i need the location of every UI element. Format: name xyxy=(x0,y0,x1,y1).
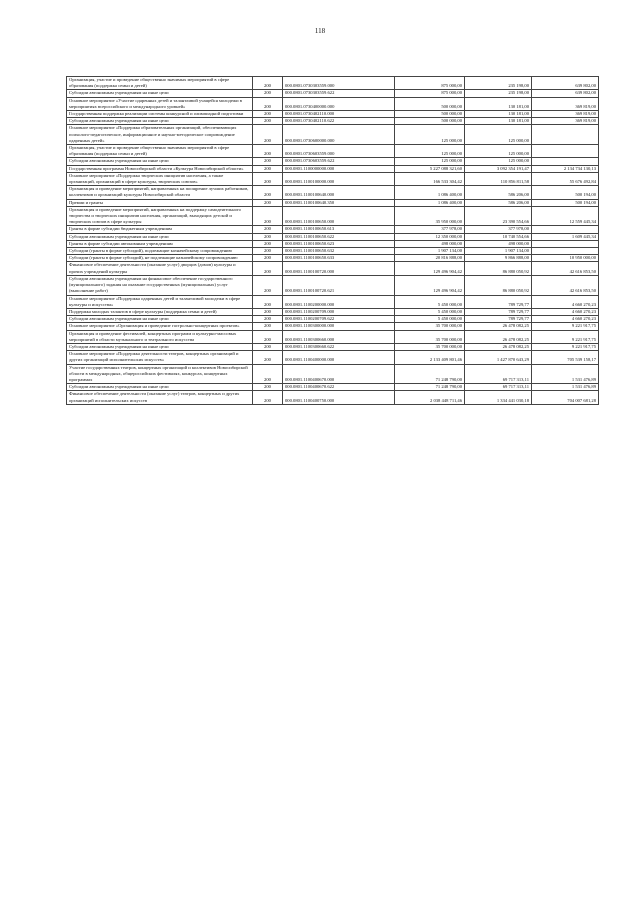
row-dept-cell: 200 xyxy=(253,240,283,247)
row-code-cell: 000.0801.0730603559.000 xyxy=(283,145,395,158)
row-remaining-value-cell: 9 221 917,75 xyxy=(532,343,599,350)
row-dept-cell: 200 xyxy=(253,391,283,404)
row-name-cell: Организация и проведение мероприятий, направленных на поддержку самодеятельного творчества и творческих инициатив населения, организаций, выходящих детской и творческих союзов в сфере культуры xyxy=(67,206,253,226)
row-plan-value-cell: 875 000,00 xyxy=(395,90,465,97)
table-row xyxy=(67,90,599,97)
row-remaining-value-cell: 42 616 853,50 xyxy=(532,275,599,295)
row-remaining-value-cell: 500 194,00 xyxy=(532,199,599,206)
row-name-cell: Субсидии (гранты в форме субсидий), не подлежащие казначейскому сопровождению xyxy=(67,255,253,262)
row-dept-cell: 200 xyxy=(253,275,283,295)
row-remaining-value-cell: 369 819,00 xyxy=(532,97,599,110)
row-code-cell: 000.0801.1100300000.000 xyxy=(283,323,395,330)
row-plan-value-cell: 35 950 000,00 xyxy=(395,206,465,226)
row-remaining-value-cell: 10 950 000,00 xyxy=(532,255,599,262)
row-dept-cell: 200 xyxy=(253,158,283,165)
row-dept-cell: 200 xyxy=(253,295,283,308)
table-row xyxy=(67,240,599,247)
row-dept-cell: 200 xyxy=(253,384,283,391)
row-dept-cell: 200 xyxy=(253,364,283,384)
row-remaining-value-cell xyxy=(532,158,599,165)
row-remaining-value-cell: 55 676 492,84 xyxy=(532,172,599,185)
row-name-cell: Субсидии автономным учреждениям на иные цели xyxy=(67,316,253,323)
row-dept-cell: 200 xyxy=(253,118,283,125)
row-remaining-value-cell: 4 660 270,23 xyxy=(532,295,599,308)
row-plan-value-cell: 166 533 304,42 xyxy=(395,172,465,185)
row-executed-value-cell: 130 181,00 xyxy=(465,111,532,118)
table-row xyxy=(67,384,599,391)
table-row xyxy=(67,351,599,364)
table-row xyxy=(67,145,599,158)
row-executed-value-cell: 69 717 313,11 xyxy=(465,384,532,391)
row-dept-cell: 200 xyxy=(253,226,283,233)
row-name-cell: Государственная поддержка реализации системы конкурсной и олимпиадной подготовки xyxy=(67,111,253,118)
row-name-cell: Субсидии автономным учреждениям на иные цели xyxy=(67,118,253,125)
row-code-cell: 000.0801.1100100640.350 xyxy=(283,199,395,206)
row-remaining-value-cell: 369 819,00 xyxy=(532,118,599,125)
row-plan-value-cell: 12 350 000,00 xyxy=(395,233,465,240)
row-name-cell: Субсидии автономным учреждениям на иные цели xyxy=(67,158,253,165)
table-row xyxy=(67,111,599,118)
table-row xyxy=(67,172,599,185)
row-dept-cell: 200 xyxy=(253,255,283,262)
row-executed-value-cell: 26 478 082,25 xyxy=(465,330,532,343)
row-executed-value-cell: 130 181,00 xyxy=(465,97,532,110)
row-remaining-value-cell: 639 802,00 xyxy=(532,90,599,97)
row-executed-value-cell: 86 880 050,92 xyxy=(465,262,532,275)
row-remaining-value-cell: 1 609 445,34 xyxy=(532,233,599,240)
row-plan-value-cell: 20 816 888,00 xyxy=(395,255,465,262)
row-name-cell: Гранты в форме субсидии автономным учреждениям xyxy=(67,240,253,247)
row-code-cell: 000.0801.1100100650.622 xyxy=(283,233,395,240)
row-executed-value-cell: 789 729,77 xyxy=(465,316,532,323)
row-executed-value-cell: 23 390 554,66 xyxy=(465,206,532,226)
table-row xyxy=(67,391,599,404)
row-name-cell: Основное мероприятие «Участие одаренных детей и талантливой учащейся молодежи в мероприятиях всероссийского и международного уровней» xyxy=(67,97,253,110)
budget-table-body xyxy=(67,77,599,405)
row-plan-value-cell: 35 700 000,00 xyxy=(395,343,465,350)
row-remaining-value-cell: 9 221 917,75 xyxy=(532,323,599,330)
row-remaining-value-cell xyxy=(532,125,599,145)
table-row xyxy=(67,118,599,125)
row-remaining-value-cell: 4 660 270,23 xyxy=(532,316,599,323)
table-row xyxy=(67,233,599,240)
row-remaining-value-cell: 639 802,00 xyxy=(532,77,599,90)
table-row xyxy=(67,199,599,206)
row-executed-value-cell: 498 000,00 xyxy=(465,240,532,247)
row-dept-cell: 200 xyxy=(253,77,283,90)
row-code-cell: 000.0801.1100100640.000 xyxy=(283,186,395,199)
row-code-cell: 000.0801.1100400670.000 xyxy=(283,364,395,384)
row-dept-cell: 200 xyxy=(253,308,283,315)
row-remaining-value-cell: 12 559 445,34 xyxy=(532,206,599,226)
row-plan-value-cell: 500 000,00 xyxy=(395,111,465,118)
page-number: 118 xyxy=(314,27,326,35)
row-plan-value-cell: 5 227 088 321,60 xyxy=(395,165,465,172)
row-plan-value-cell: 125 000,00 xyxy=(395,158,465,165)
table-row xyxy=(67,158,599,165)
table-row xyxy=(67,226,599,233)
row-executed-value-cell: 1 334 441 030,18 xyxy=(465,391,532,404)
row-executed-value-cell: 69 717 313,11 xyxy=(465,364,532,384)
row-name-cell: Основное мероприятие «Поддержка образовательных организаций, обеспечивающих психолого-педагогическое, информационное и научно-методическое сопровождение одаренных детей» xyxy=(67,125,253,145)
table-row xyxy=(67,295,599,308)
row-code-cell: 000.0801.0730303559.622 xyxy=(283,90,395,97)
row-code-cell: 000.0801.1100100650.633 xyxy=(283,255,395,262)
row-remaining-value-cell xyxy=(532,226,599,233)
row-remaining-value-cell: 9 221 917,75 xyxy=(532,330,599,343)
row-code-cell: 000.0801.0730400000.000 xyxy=(283,97,395,110)
table-row xyxy=(67,364,599,384)
row-remaining-value-cell: 705 539 158,17 xyxy=(532,351,599,364)
row-executed-value-cell: 3 092 354 191,47 xyxy=(465,165,532,172)
row-remaining-value-cell: 2 134 734 130,13 xyxy=(532,165,599,172)
row-code-cell: 000.0801.0730402110.622 xyxy=(283,118,395,125)
row-plan-value-cell: 875 000,00 xyxy=(395,77,465,90)
row-plan-value-cell: 1 086 400,00 xyxy=(395,199,465,206)
table-row xyxy=(67,262,599,275)
row-plan-value-cell: 5 450 000,00 xyxy=(395,295,465,308)
row-plan-value-cell: 498 000,00 xyxy=(395,240,465,247)
row-plan-value-cell: 500 000,00 xyxy=(395,118,465,125)
row-code-cell: 000.0801.1100300660.622 xyxy=(283,343,395,350)
row-dept-cell: 200 xyxy=(253,125,283,145)
table-row xyxy=(67,323,599,330)
row-dept-cell: 200 xyxy=(253,323,283,330)
row-name-cell: Субсидии автономным учреждениям на иные цели xyxy=(67,343,253,350)
row-plan-value-cell: 5 450 000,00 xyxy=(395,308,465,315)
row-dept-cell: 200 xyxy=(253,343,283,350)
row-name-cell: Основное мероприятие «Поддержка одаренных детей и талантливой молодежи в сфере культуры и искусства» xyxy=(67,295,253,308)
table-row xyxy=(67,343,599,350)
row-executed-value-cell: 586 206,00 xyxy=(465,186,532,199)
row-executed-value-cell: 26 478 082,25 xyxy=(465,323,532,330)
row-name-cell: Гранты в форме субсидии бюджетным учреждениям xyxy=(67,226,253,233)
row-executed-value-cell: 586 206,00 xyxy=(465,199,532,206)
row-name-cell: Участие государственных театров, концертных организаций и коллективов Новосибирской области в международных, общероссийских фестивалях, конкурсах, концертных программах xyxy=(67,364,253,384)
row-executed-value-cell: 235 198,00 xyxy=(465,90,532,97)
row-code-cell: 000.0801.1100200000.000 xyxy=(283,295,395,308)
row-code-cell: 000.0801.1100100650.632 xyxy=(283,248,395,255)
table-row xyxy=(67,77,599,90)
row-code-cell: 000.0801.0730303559.000 xyxy=(283,77,395,90)
row-executed-value-cell: 789 729,77 xyxy=(465,295,532,308)
row-remaining-value-cell: 704 007 681,28 xyxy=(532,391,599,404)
row-executed-value-cell: 125 000,00 xyxy=(465,125,532,145)
row-code-cell: 000.0801.1100100650.613 xyxy=(283,226,395,233)
row-dept-cell: 200 xyxy=(253,186,283,199)
row-dept-cell: 200 xyxy=(253,248,283,255)
row-code-cell: 000.0801.0730402110.000 xyxy=(283,111,395,118)
row-plan-value-cell: 2 133 409 801,46 xyxy=(395,351,465,364)
row-code-cell: 000.0801.1100100650.623 xyxy=(283,240,395,247)
row-name-cell: Основное мероприятие «Организация и проведение гастрольно-концертных проектов» xyxy=(67,323,253,330)
row-code-cell: 000.0801.1100200709.000 xyxy=(283,308,395,315)
row-remaining-value-cell xyxy=(532,145,599,158)
row-plan-value-cell: 2 038 448 711,46 xyxy=(395,391,465,404)
row-executed-value-cell: 9 866 888,00 xyxy=(465,255,532,262)
row-name-cell: Организация, участие и проведение общественно значимых мероприятий в сфере образования (поддержка семьи и детей) xyxy=(67,145,253,158)
table-row xyxy=(67,97,599,110)
row-dept-cell: 200 xyxy=(253,165,283,172)
row-remaining-value-cell: 1 531 476,89 xyxy=(532,364,599,384)
row-plan-value-cell: 500 000,00 xyxy=(395,97,465,110)
table-row xyxy=(67,330,599,343)
row-code-cell: 000.0801.1100400670.622 xyxy=(283,384,395,391)
table-row xyxy=(67,165,599,172)
row-executed-value-cell: 235 198,00 xyxy=(465,77,532,90)
row-plan-value-cell: 35 700 000,00 xyxy=(395,330,465,343)
row-executed-value-cell: 789 729,77 xyxy=(465,308,532,315)
row-code-cell: 000.0801.1100400750.000 xyxy=(283,391,395,404)
row-code-cell: 000.0801.1100400000.000 xyxy=(283,351,395,364)
row-name-cell: Субсидии (гранты в форме субсидий), подлежащие казначейскому сопровождению xyxy=(67,248,253,255)
row-executed-value-cell: 86 880 050,92 xyxy=(465,275,532,295)
row-name-cell: Финансовое обеспечение деятельности (оказание услуг) театров, концертных и других организаций исполнительских искусств xyxy=(67,391,253,404)
row-plan-value-cell: 377 978,00 xyxy=(395,226,465,233)
row-name-cell: Организация, участие и проведение общественно значимых мероприятий в сфере образования (поддержка семьи и детей) xyxy=(67,77,253,90)
row-dept-cell: 200 xyxy=(253,90,283,97)
row-plan-value-cell: 35 700 000,00 xyxy=(395,323,465,330)
row-plan-value-cell: 1 907 134,00 xyxy=(395,248,465,255)
row-executed-value-cell: 125 000,00 xyxy=(465,158,532,165)
row-name-cell: Субсидии автономным учреждениям на финансовое обеспечение государственного (муниципального) задания на оказание государственных (муниципальных) услуг (выполнение работ) xyxy=(67,275,253,295)
row-executed-value-cell: 130 181,00 xyxy=(465,118,532,125)
row-code-cell: 000.0801.1100100720.000 xyxy=(283,262,395,275)
row-code-cell: 000.0801.0730600000.000 xyxy=(283,125,395,145)
row-executed-value-cell: 125 000,00 xyxy=(465,145,532,158)
row-dept-cell: 200 xyxy=(253,172,283,185)
table-row xyxy=(67,308,599,315)
row-code-cell: 000.0801.1100100650.000 xyxy=(283,206,395,226)
table-row xyxy=(67,275,599,295)
row-remaining-value-cell: 500 194,00 xyxy=(532,186,599,199)
row-remaining-value-cell xyxy=(532,240,599,247)
row-name-cell: Организация и проведение фестивалей, концертных программ и культурно-массовых мероприятий в области музыкального и театрального искусства xyxy=(67,330,253,343)
row-code-cell: 000.0801.1100300660.000 xyxy=(283,330,395,343)
row-code-cell: 000.0801.1100000000.000 xyxy=(283,165,395,172)
row-plan-value-cell: 125 000,00 xyxy=(395,125,465,145)
row-remaining-value-cell xyxy=(532,248,599,255)
row-code-cell: 000.0801.1100100000.000 xyxy=(283,172,395,185)
row-remaining-value-cell: 1 531 476,89 xyxy=(532,384,599,391)
row-plan-value-cell: 71 248 790,00 xyxy=(395,384,465,391)
table-row xyxy=(67,125,599,145)
row-plan-value-cell: 129 496 904,42 xyxy=(395,262,465,275)
row-executed-value-cell: 377 978,00 xyxy=(465,226,532,233)
row-name-cell: Субсидии автономным учреждениям на иные цели xyxy=(67,384,253,391)
row-name-cell: Организация и проведение мероприятий, направленных на поощрение лучших работников, коллективов и организаций культуры Новосибирской области xyxy=(67,186,253,199)
table-row xyxy=(67,316,599,323)
row-remaining-value-cell: 42 616 853,50 xyxy=(532,262,599,275)
row-dept-cell: 200 xyxy=(253,111,283,118)
row-name-cell: Государственная программа Новосибирской области «Культура Новосибирской области» xyxy=(67,165,253,172)
row-name-cell: Субсидии автономным учреждениям на иные цели xyxy=(67,90,253,97)
row-dept-cell: 200 xyxy=(253,145,283,158)
row-remaining-value-cell: 4 660 270,23 xyxy=(532,308,599,315)
row-dept-cell: 200 xyxy=(253,233,283,240)
table-row xyxy=(67,255,599,262)
row-executed-value-cell: 26 478 082,25 xyxy=(465,343,532,350)
row-name-cell: Основное мероприятие «Поддержка деятельности театров, концертных организаций и других организаций исполнительских искусств» xyxy=(67,351,253,364)
row-name-cell: Поддержка молодых талантов в сфере культуры (поддержка семьи и детей) xyxy=(67,308,253,315)
row-plan-value-cell: 125 000,00 xyxy=(395,145,465,158)
row-executed-value-cell: 1 427 870 643,29 xyxy=(465,351,532,364)
row-dept-cell: 200 xyxy=(253,330,283,343)
row-name-cell: Субсидии автономным учреждениям на иные цели xyxy=(67,233,253,240)
row-code-cell: 000.0801.0730603559.622 xyxy=(283,158,395,165)
table-row xyxy=(67,186,599,199)
row-code-cell: 000.0801.1100200709.622 xyxy=(283,316,395,323)
row-plan-value-cell: 129 496 904,42 xyxy=(395,275,465,295)
row-dept-cell: 200 xyxy=(253,262,283,275)
row-plan-value-cell: 71 248 790,00 xyxy=(395,364,465,384)
row-name-cell: Премии и гранты xyxy=(67,199,253,206)
row-executed-value-cell: 1 907 134,00 xyxy=(465,248,532,255)
row-plan-value-cell: 1 086 400,00 xyxy=(395,186,465,199)
row-dept-cell: 200 xyxy=(253,206,283,226)
row-name-cell: Финансовое обеспечение деятельности (оказание услуг) дворцов (домов) культуры и прочих учреждений культуры xyxy=(67,262,253,275)
row-dept-cell: 200 xyxy=(253,199,283,206)
budget-table xyxy=(66,76,599,405)
row-dept-cell: 200 xyxy=(253,97,283,110)
row-dept-cell: 200 xyxy=(253,351,283,364)
row-remaining-value-cell: 369 819,00 xyxy=(532,111,599,118)
row-plan-value-cell: 5 450 000,00 xyxy=(395,316,465,323)
table-row xyxy=(67,248,599,255)
row-code-cell: 000.0801.1100100720.621 xyxy=(283,275,395,295)
row-name-cell: Основное мероприятие «Поддержка творческих инициатив населения, а также организаций, организаций в сфере культуры, творческих союзов» xyxy=(67,172,253,185)
row-executed-value-cell: 10 740 554,66 xyxy=(465,233,532,240)
table-row xyxy=(67,206,599,226)
row-dept-cell: 200 xyxy=(253,316,283,323)
row-executed-value-cell: 110 856 811,58 xyxy=(465,172,532,185)
